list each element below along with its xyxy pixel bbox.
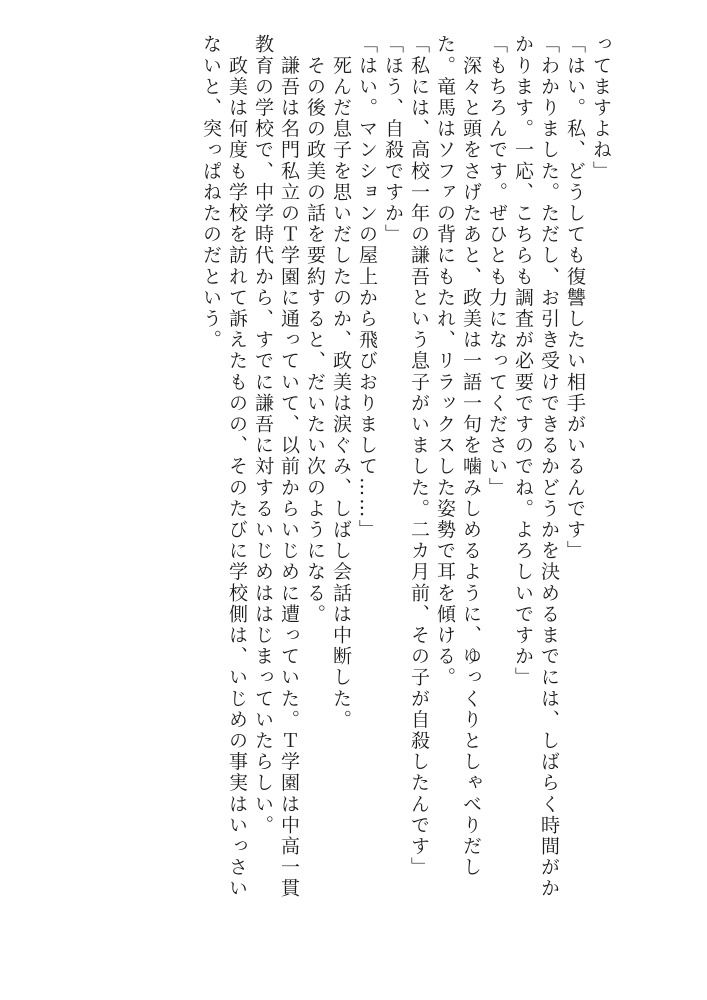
- text-line: その後の政美の話を要約すると、だいたい次のようになる。: [304, 34, 326, 625]
- text-line: た。竜馬はソファの背にもたれ、リラックスした姿勢で耳を傾ける。: [434, 34, 456, 689]
- text-line: ないと、突っぱねたのだという。: [200, 34, 222, 351]
- text-line: 「私には、高校一年の謙吾という息子がいました。二カ月前、その子が自殺したんです」: [408, 34, 430, 878]
- text-line: 「ほう、自殺ですか」: [382, 34, 404, 245]
- text-line: 死んだ息子を思いだしたのか、政美は涙ぐみ、しばし会話は中断した。: [330, 34, 352, 731]
- text-line: 「はい。私、どうしても復讐したい相手がいるんです」: [564, 34, 586, 562]
- vertical-text-body: [40, 34, 614, 974]
- text-line: かります。一応、こちらも調査が必要ですのでね。よろしいですか」: [512, 34, 534, 689]
- text-line: 教育の学校で、中学時代から、すでに謙吾に対するいじめははじまっていたらしい。: [252, 34, 274, 836]
- text-line: 謙吾は名門私立のＴ学園に通っていて、以前からいじめに遭っていた。Ｔ学園は中高一貫: [278, 34, 300, 900]
- text-line: 「はい。マンションの屋上から飛びおりまして……」: [356, 34, 378, 541]
- text-line: 「わかりました。ただし、お引き受けできるかどうかを決めるまでには、しばらく時間がか: [538, 34, 560, 900]
- text-line: ってますよね」: [590, 34, 612, 182]
- text-line: 深々と頭をさげたあと、政美は一語一句を噛みしめるように、ゆっくりとしゃべりだし: [460, 34, 482, 878]
- text-line: 「もちろんです。ぜひとも力になってください」: [486, 34, 508, 499]
- text-line: 政美は何度も学校を訪れて訴えたものの、そのたびに学校側は、いじめの事実はいっさい: [226, 34, 248, 900]
